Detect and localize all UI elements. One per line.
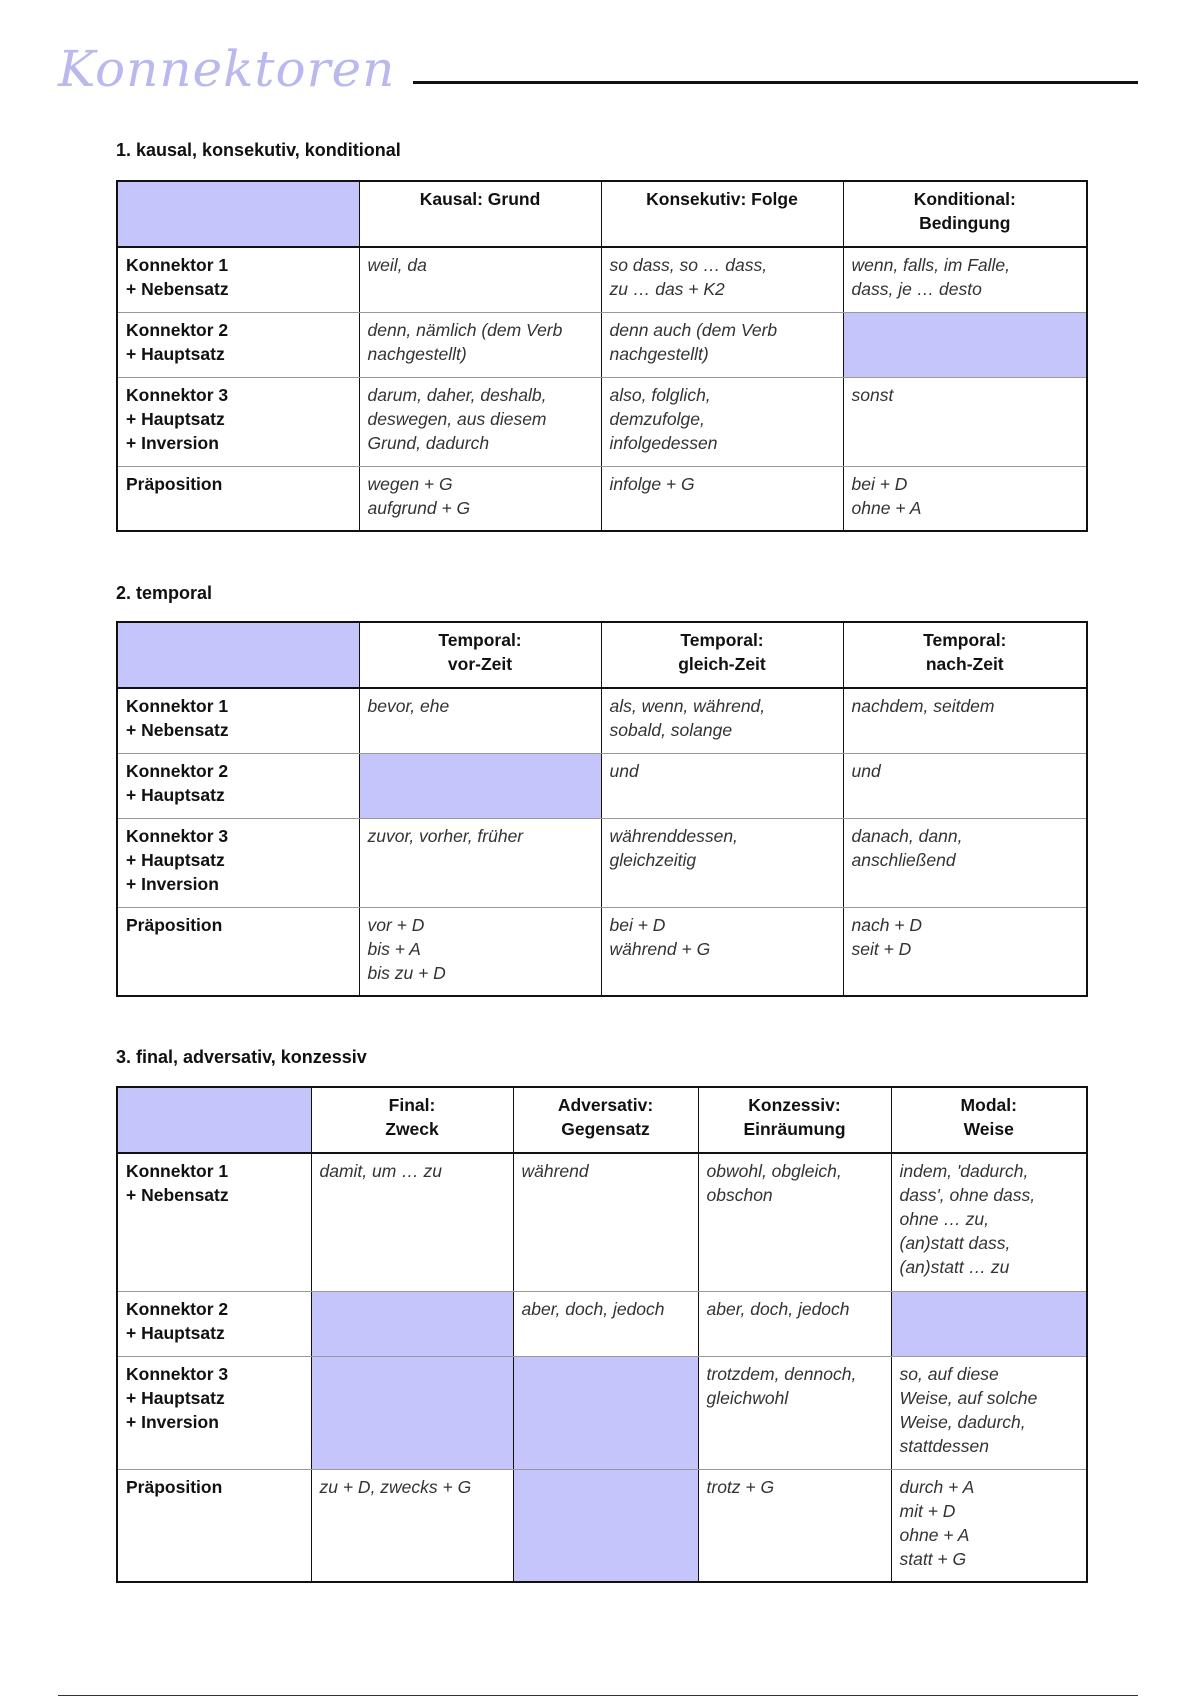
corner-cell [117,1087,311,1153]
empty-shaded-cell [891,1291,1087,1356]
table-cell: obwohl, obgleich, obschon [698,1153,891,1291]
corner-cell [117,622,359,688]
column-header: Temporal: nach-Zeit [843,622,1087,688]
table-row [117,466,1087,531]
section-2-heading: 2. temporal [116,583,213,603]
table-cell: also, folglich, demzufolge, infolgedessen [601,377,843,466]
table-cell: bei + D während + G [601,907,843,996]
table-row [117,1153,1087,1291]
empty-shaded-cell [311,1356,513,1469]
table-cell: danach, dann, anschließend [843,818,1087,907]
column-header: Adversativ: Gegensatz [513,1087,698,1153]
empty-shaded-cell [513,1469,698,1582]
table-cell: bevor, ehe [359,688,601,753]
table-cell: darum, daher, deshalb, deswegen, aus diesem Grund, dadurch [359,377,601,466]
row-label: Konnektor 1 + Nebensatz [117,1153,311,1291]
column-header: Kausal: Grund [359,181,601,247]
empty-shaded-cell [359,753,601,818]
table-final-adversativ-konzessiv [116,1086,1088,1583]
table-row [117,688,1087,753]
table-cell: nachdem, seitdem [843,688,1087,753]
table-cell: und [843,753,1087,818]
table-cell: so, auf diese Weise, auf solche Weise, dadurch, stattdessen [891,1356,1087,1469]
row-label: Präposition [117,907,359,996]
table-row [117,312,1087,377]
table-row [117,753,1087,818]
table-cell: so dass, so … dass, zu … das + K2 [601,247,843,312]
table-cell: vor + D bis + A bis zu + D [359,907,601,996]
section-1-heading: 1. kausal, konsekutiv, konditional [116,140,401,160]
empty-shaded-cell [311,1291,513,1356]
table-row [117,247,1087,312]
column-header: Konsekutiv: Folge [601,181,843,247]
table-cell: trotz + G [698,1469,891,1582]
row-label: Konnektor 2 + Hauptsatz [117,1291,311,1356]
title-underline [413,81,1138,84]
table-cell: zu + D, zwecks + G [311,1469,513,1582]
table-temporal [116,621,1088,997]
table-cell: als, wenn, während, sobald, solange [601,688,843,753]
table-cell: weil, da [359,247,601,312]
table-cell: bei + D ohne + A [843,466,1087,531]
table-row [117,1291,1087,1356]
corner-cell [117,181,359,247]
table-cell: denn auch (dem Verb nachgestellt) [601,312,843,377]
row-label: Präposition [117,1469,311,1582]
table-cell: denn, nämlich (dem Verb nachgestellt) [359,312,601,377]
column-header: Final: Zweck [311,1087,513,1153]
table-row [117,1469,1087,1582]
table-kausal-konsekutiv-konditional [116,180,1088,532]
table-row [117,1356,1087,1469]
column-header: Temporal: gleich-Zeit [601,622,843,688]
table-header-row [117,622,1087,688]
page-bottom-rule [58,1695,1138,1696]
row-label: Konnektor 3 + Hauptsatz + Inversion [117,1356,311,1469]
table-row [117,818,1087,907]
table-cell: wegen + G aufgrund + G [359,466,601,531]
table-cell: trotzdem, dennoch, gleichwohl [698,1356,891,1469]
table-cell: infolge + G [601,466,843,531]
table-cell: aber, doch, jedoch [698,1291,891,1356]
table-header-row [117,181,1087,247]
table-row [117,377,1087,466]
row-label: Konnektor 1 + Nebensatz [117,688,359,753]
row-label: Konnektor 3 + Hauptsatz + Inversion [117,377,359,466]
column-header: Modal: Weise [891,1087,1087,1153]
table-cell: wenn, falls, im Falle, dass, je … desto [843,247,1087,312]
table-cell: aber, doch, jedoch [513,1291,698,1356]
table-cell: zuvor, vorher, früher [359,818,601,907]
table-cell: damit, um … zu [311,1153,513,1291]
row-label: Konnektor 2 + Hauptsatz [117,753,359,818]
row-label: Präposition [117,466,359,531]
row-label: Konnektor 1 + Nebensatz [117,247,359,312]
table-cell: und [601,753,843,818]
table-cell: durch + A mit + D ohne + A statt + G [891,1469,1087,1582]
table-cell: nach + D seit + D [843,907,1087,996]
table-cell: sonst [843,377,1087,466]
table-cell: währenddessen, gleichzeitig [601,818,843,907]
table-cell: während [513,1153,698,1291]
column-header: Konditional: Bedingung [843,181,1087,247]
page-title: Konnektoren [58,40,396,98]
row-label: Konnektor 3 + Hauptsatz + Inversion [117,818,359,907]
row-label: Konnektor 2 + Hauptsatz [117,312,359,377]
table-row [117,907,1087,996]
table-cell: indem, 'dadurch, dass', ohne dass, ohne … zu, (an)statt dass, (an)statt … zu [891,1153,1087,1291]
empty-shaded-cell [513,1356,698,1469]
column-header: Temporal: vor-Zeit [359,622,601,688]
section-3-heading: 3. final, adversativ, konzessiv [116,1047,367,1067]
empty-shaded-cell [843,312,1087,377]
column-header: Konzessiv: Einräumung [698,1087,891,1153]
table-header-row [117,1087,1087,1153]
